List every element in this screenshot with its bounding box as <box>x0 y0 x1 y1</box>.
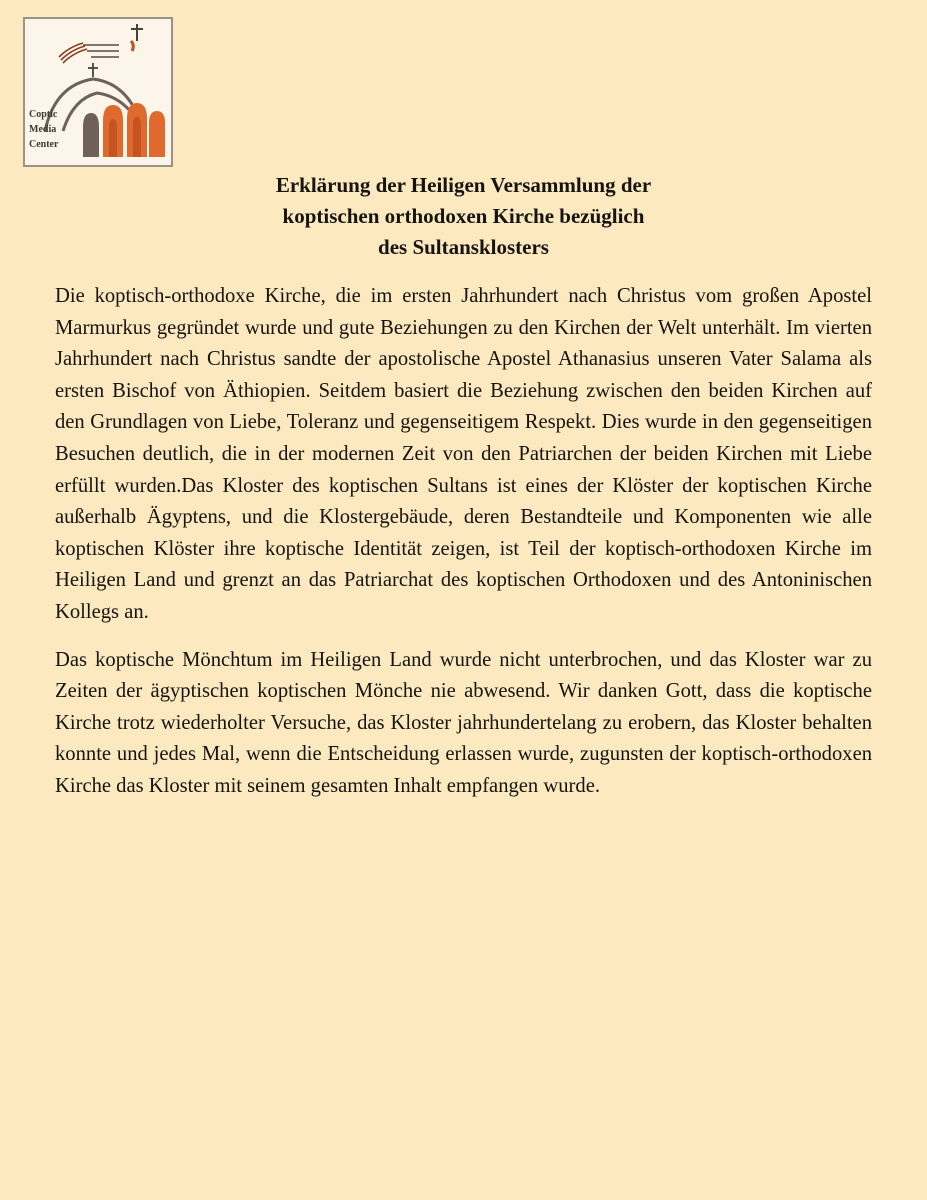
paragraph: Das koptische Mönchtum im Heiligen Land wurde nicht unterbrochen, und das Kloster war zu Zeiten der ägyptischen koptischen Mönche nie abwesend. Wir danken Gott, dass die koptische Kirche trotz wiederholter Versuche, das Kloster jahrhundertelang zu erobern, das Kloster behalten konnte und jedes Mal, wenn die Entscheidung erlassen wurde, zugunsten der koptisch-orthodoxen Kirche das Kloster mit seinem gesamten Inhalt empfangen wurde. <box>55 648 872 797</box>
logo-line: Coptic <box>29 109 58 120</box>
logo-line: Center <box>29 139 59 150</box>
paragraph: Die koptisch-orthodoxe Kirche, die im ersten Jahrhundert nach Christus vom großen Apostel Marmurkus gegründet wurde und gute Beziehungen zu den Kirchen der Welt unterhält. Im vierten Jahrhundert nach Christus sandte der apostolische Apostel Athanasius unseren Vater Salama als ersten Bischof von Äthiopien. Seitdem basiert die Beziehung zwischen den beiden Kirchen auf den Grundlagen von Liebe, Toleranz und gegenseitigem Respekt. Dies wurde in den gegenseitigen Besuchen deutlich, die in der modernen Zeit von den Patriarchen der beiden Kirchen mit Liebe erfüllt wurden.Das Kloster des koptischen Sultans ist eines der Klöster der koptischen Kirche außerhalb Ägyptens, und die Klostergebäude, deren Bestandteile und Komponenten wie alle koptischen Klöster ihre koptische Identität zeigen, ist Teil der koptisch-orthodoxen Kirche im Heiligen Land und grenzt an das Patriarchat des koptischen Orthodoxen und des Antoninischen Kollegs an. <box>55 285 872 623</box>
document-body <box>55 281 872 803</box>
logo-wordmark <box>29 107 58 152</box>
coptic-media-center-logo <box>23 17 173 167</box>
title-line: Erklärung der Heiligen Versammlung der <box>275 173 652 197</box>
title-line: koptischen orthodoxen Kirche bezüglich <box>282 204 645 228</box>
document-title <box>0 170 927 263</box>
title-line: des Sultansklosters <box>378 235 549 259</box>
logo-line: Media <box>29 124 57 135</box>
